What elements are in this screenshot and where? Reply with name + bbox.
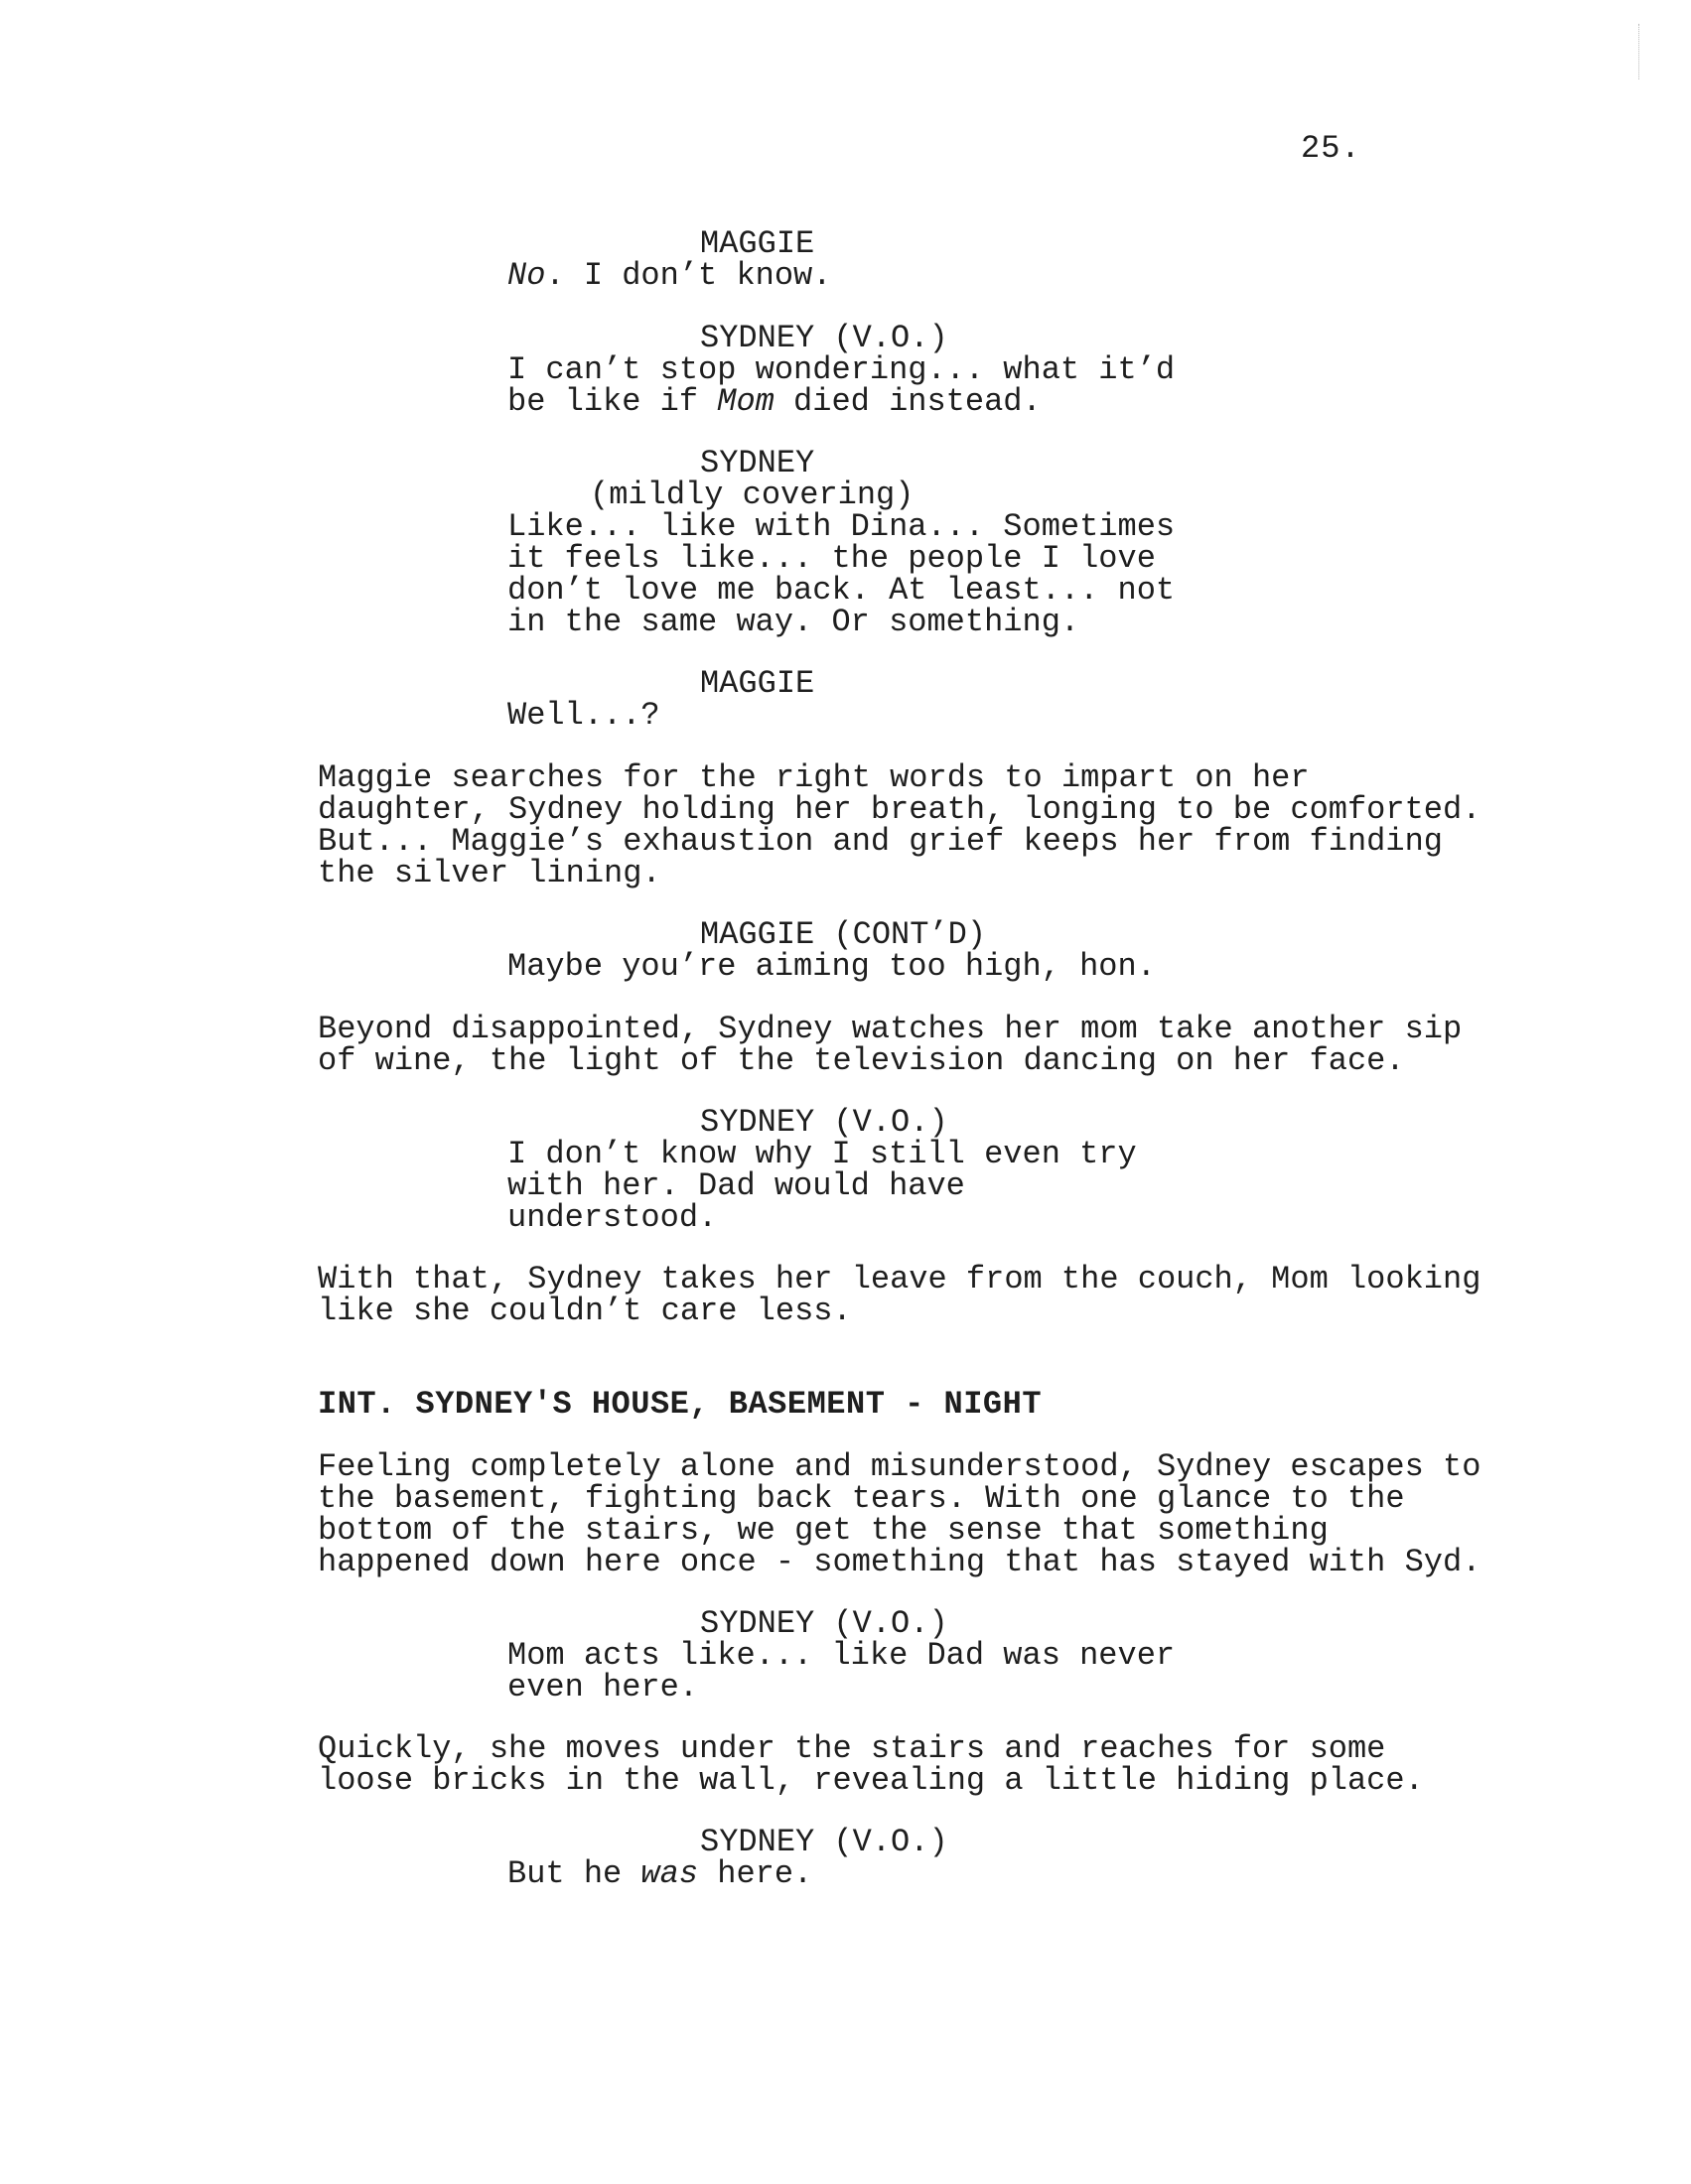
dialogue-line [507, 257, 832, 294]
parenthetical: (mildly covering) [590, 477, 915, 513]
dialogue-line: Mom acts like... like Dad was never [507, 1637, 1176, 1674]
dialogue [507, 1136, 1137, 1236]
page-number: 25. [1301, 130, 1361, 167]
dialogue-text: here. [698, 1855, 813, 1892]
scene-heading: INT. SYDNEY'S HOUSE, BASEMENT - NIGHT [318, 1386, 1043, 1423]
action-line: daughter, Sydney holding her breath, longing to be comforted. [318, 791, 1481, 828]
character-cue: SYDNEY (V.O.) [700, 1605, 948, 1642]
dialogue-line: it feels like... the people I love [507, 540, 1156, 577]
dialogue-line: understood. [507, 1199, 718, 1236]
action-line: Maggie searches for the right words to impart on her [318, 759, 1310, 796]
dialogue-line: Maybe you’re aiming too high, hon. [507, 948, 1156, 985]
action-paragraph [318, 1011, 1463, 1079]
dialogue-text: died instead. [774, 383, 1042, 420]
dialogue [507, 697, 660, 734]
dialogue [507, 948, 1156, 985]
action-line: like she couldn’t care less. [318, 1293, 852, 1329]
dialogue-emphasis: Mom [717, 383, 775, 420]
scan-artifact [1638, 24, 1641, 79]
dialogue-line [507, 383, 1175, 420]
dialogue-line [507, 1855, 813, 1892]
dialogue-line: I don’t know why I still even try [507, 1136, 1137, 1172]
action-line: the silver lining. [318, 855, 661, 891]
action-line: But... Maggie’s exhaustion and grief keeps her from finding [318, 823, 1443, 860]
action-line: bottom of the stairs, we get the sense that something [318, 1512, 1329, 1549]
dialogue-emphasis: was [640, 1855, 699, 1892]
action-line: the basement, fighting back tears. With one glance to the [318, 1480, 1405, 1517]
dialogue [507, 257, 832, 294]
action-paragraph [318, 1730, 1424, 1799]
dialogue [507, 351, 1176, 420]
dialogue [507, 1855, 813, 1892]
dialogue [507, 508, 1176, 640]
character-cue: MAGGIE [700, 225, 815, 262]
character-cue: SYDNEY (V.O.) [700, 320, 948, 356]
dialogue-text: be like if [507, 383, 718, 420]
dialogue-line: don’t love me back. At least... not [507, 572, 1176, 609]
action-line: of wine, the light of the television dancing on her face. [318, 1042, 1405, 1079]
action-line: happened down here once - something that has stayed with Syd. [318, 1544, 1481, 1580]
dialogue-line: in the same way. Or something. [507, 604, 1080, 640]
dialogue [507, 1637, 1176, 1706]
action-line: Quickly, she moves under the stairs and reaches for some [318, 1730, 1386, 1767]
dialogue-line: with her. Dad would have [507, 1167, 965, 1204]
dialogue-text: But he [507, 1855, 641, 1892]
dialogue-text: . I don’t know. [545, 257, 832, 294]
action-paragraph [318, 1448, 1481, 1580]
character-cue: SYDNEY [700, 445, 815, 481]
action-line: loose bricks in the wall, revealing a little hiding place. [318, 1762, 1424, 1799]
dialogue-line: Well...? [507, 697, 660, 734]
dialogue-emphasis: No [507, 257, 546, 294]
character-cue: MAGGIE (CONT’D) [700, 916, 987, 953]
character-cue: SYDNEY (V.O.) [700, 1104, 948, 1141]
character-cue: MAGGIE [700, 665, 815, 702]
action-line: With that, Sydney takes her leave from the couch, Mom looking [318, 1261, 1481, 1297]
dialogue-line: Like... like with Dina... Sometimes [507, 508, 1176, 545]
character-cue: SYDNEY (V.O.) [700, 1824, 948, 1860]
action-paragraph [318, 759, 1481, 891]
action-line: Feeling completely alone and misunderstood, Sydney escapes to [318, 1448, 1481, 1485]
dialogue-line: even here. [507, 1669, 699, 1706]
action-line: Beyond disappointed, Sydney watches her mom take another sip [318, 1011, 1463, 1047]
dialogue-line: I can’t stop wondering... what it’d [507, 351, 1176, 388]
action-paragraph [318, 1261, 1481, 1329]
